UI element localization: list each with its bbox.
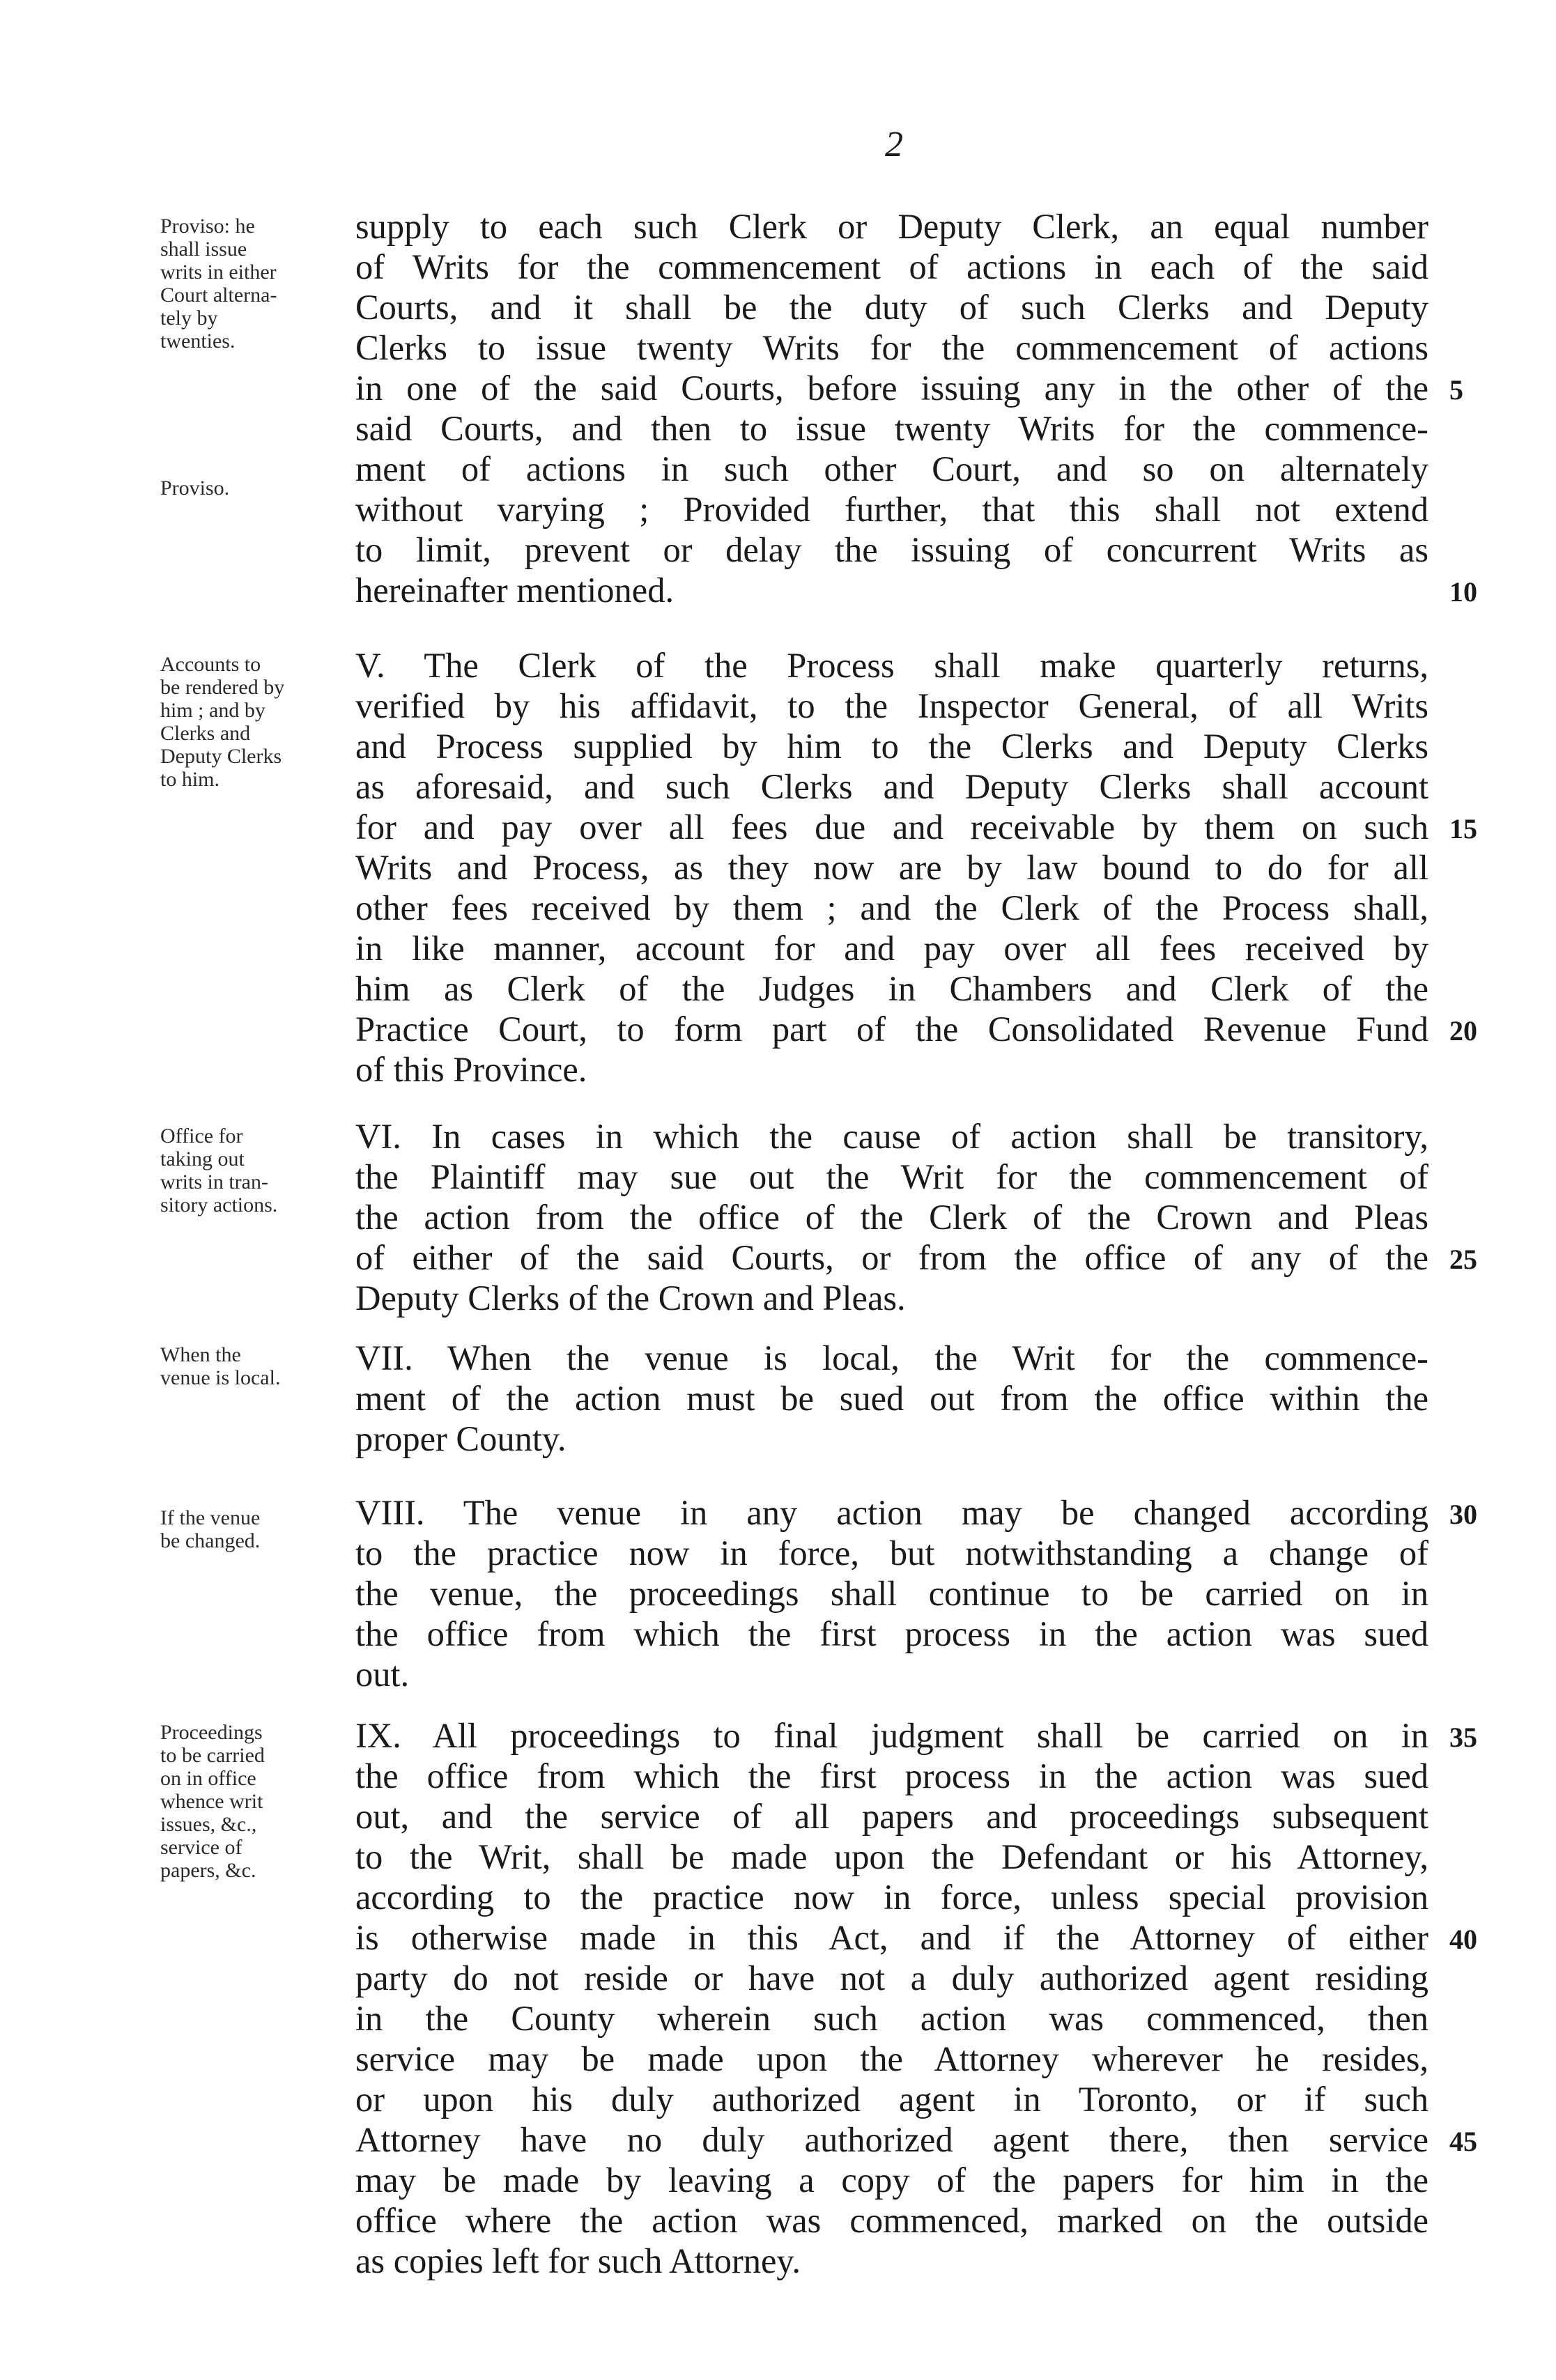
body-line: him as Clerk of the Judges in Chambers and Clerk of the <box>355 969 1428 1008</box>
body-line: the office from which the first process in the action was sued <box>355 1756 1428 1795</box>
body-line: to limit, prevent or delay the issuing of concurrent Writs as <box>355 530 1428 569</box>
body-line: Writs and Process, as they now are by law bound to do for all <box>355 848 1428 887</box>
body-line: Clerks to issue twenty Writs for the commencement of actions <box>355 328 1428 367</box>
line-number: 35 <box>1449 1722 1477 1753</box>
body-line: VII. When the venue is local, the Writ for the commence- <box>355 1338 1428 1377</box>
body-line: office where the action was commenced, marked on the outside <box>355 2201 1428 2240</box>
body-line: for and pay over all fees due and receivable by them on such <box>355 808 1428 847</box>
body-line: and Process supplied by him to the Clerks and Deputy Clerks <box>355 727 1428 766</box>
body-line: Courts, and it shall be the duty of such Clerks and Deputy <box>355 288 1428 327</box>
line-number: 10 <box>1449 576 1477 608</box>
body-line: the venue, the proceedings shall continue to be carried on in <box>355 1574 1428 1613</box>
body-line: VI. In cases in which the cause of action shall be transitory, <box>355 1117 1428 1156</box>
body-line: of Writs for the commencement of actions in each of the said <box>355 247 1428 286</box>
body-line: Practice Court, to form part of the Consolidated Revenue Fund <box>355 1010 1428 1049</box>
body-line: verified by his affidavit, to the Inspector General, of all Writs <box>355 686 1428 725</box>
margin-note-venue-changed: If the venue be changed. <box>160 1506 261 1552</box>
margin-note-venue-local: When the venue is local. <box>160 1343 281 1389</box>
line-number: 45 <box>1449 2126 1477 2157</box>
body-line: hereinafter mentioned. <box>355 571 675 610</box>
body-line: without varying ; Provided further, that this shall not extend <box>355 490 1428 529</box>
margin-note-proceedings: Proceedings to be carried on in office whence writ issues, &c., service of papers, &c. <box>160 1721 265 1882</box>
body-line: of this Province. <box>355 1050 587 1089</box>
body-line: IX. All proceedings to final judgment shall be carried on in <box>355 1716 1428 1755</box>
body-line: of either of the said Courts, or from the office of any of the <box>355 1238 1428 1277</box>
body-line: supply to each such Clerk or Deputy Clerk, an equal number <box>355 207 1428 246</box>
line-number: 40 <box>1449 1924 1477 1955</box>
body-line: as aforesaid, and such Clerks and Deputy Clerks shall account <box>355 767 1428 806</box>
margin-note-office-transitory: Office for taking out writs in tran- sitory actions. <box>160 1125 278 1216</box>
body-line: out. <box>355 1655 410 1694</box>
body-line: party do not reside or have not a duly authorized agent residing <box>355 1958 1428 1998</box>
body-line: other fees received by them ; and the Clerk of the Process shall, <box>355 888 1428 927</box>
line-number: 25 <box>1449 1244 1477 1275</box>
body-line: Deputy Clerks of the Crown and Pleas. <box>355 1278 906 1318</box>
body-line: to the Writ, shall be made upon the Defendant or his Attorney, <box>355 1837 1428 1876</box>
line-number: 30 <box>1449 1499 1477 1530</box>
body-line: in one of the said Courts, before issuing any in the other of the <box>355 369 1428 408</box>
body-line: VIII. The venue in any action may be changed according <box>355 1493 1428 1532</box>
margin-note-proviso: Proviso. <box>160 477 230 500</box>
body-line: or upon his duly authorized agent in Toronto, or if such <box>355 2080 1428 2119</box>
page-number: 2 <box>885 125 903 164</box>
body-line: V. The Clerk of the Process shall make quarterly returns, <box>355 646 1428 685</box>
body-line: in the County wherein such action was commenced, then <box>355 1999 1428 2038</box>
body-line: ment of the action must be sued out from the office within the <box>355 1379 1428 1418</box>
body-line: ment of actions in such other Court, and so on alternately <box>355 449 1428 488</box>
body-line: said Courts, and then to issue twenty Writs for the commence- <box>355 409 1428 448</box>
body-line: Attorney have no duly authorized agent there, then service <box>355 2120 1428 2159</box>
body-line: the office from which the first process in the action was sued <box>355 1614 1428 1653</box>
body-line: to the practice now in force, but notwithstanding a change of <box>355 1533 1428 1572</box>
body-line: according to the practice now in force, unless special provision <box>355 1878 1428 1917</box>
body-line: the Plaintiff may sue out the Writ for the commencement of <box>355 1157 1428 1196</box>
body-line: in like manner, account for and pay over all fees received by <box>355 929 1428 968</box>
body-line: proper County. <box>355 1419 567 1458</box>
body-line: is otherwise made in this Act, and if the Attorney of either <box>355 1918 1428 1957</box>
body-line: as copies left for such Attorney. <box>355 2241 801 2280</box>
margin-note-accounts: Accounts to be rendered by him ; and by Clerks and Deputy Clerks to him. <box>160 653 285 791</box>
line-number: 15 <box>1449 813 1477 844</box>
margin-note-proviso-writs: Proviso: he shall issue writs in either Court alterna- tely by twenties. <box>160 215 277 353</box>
body-line: service may be made upon the Attorney wherever he resides, <box>355 2039 1428 2078</box>
body-line: may be made by leaving a copy of the papers for him in the <box>355 2161 1428 2200</box>
line-number: 5 <box>1449 374 1463 405</box>
body-line: the action from the office of the Clerk of the Crown and Pleas <box>355 1198 1428 1237</box>
line-number: 20 <box>1449 1015 1477 1046</box>
body-line: out, and the service of all papers and proceedings subsequent <box>355 1797 1428 1836</box>
